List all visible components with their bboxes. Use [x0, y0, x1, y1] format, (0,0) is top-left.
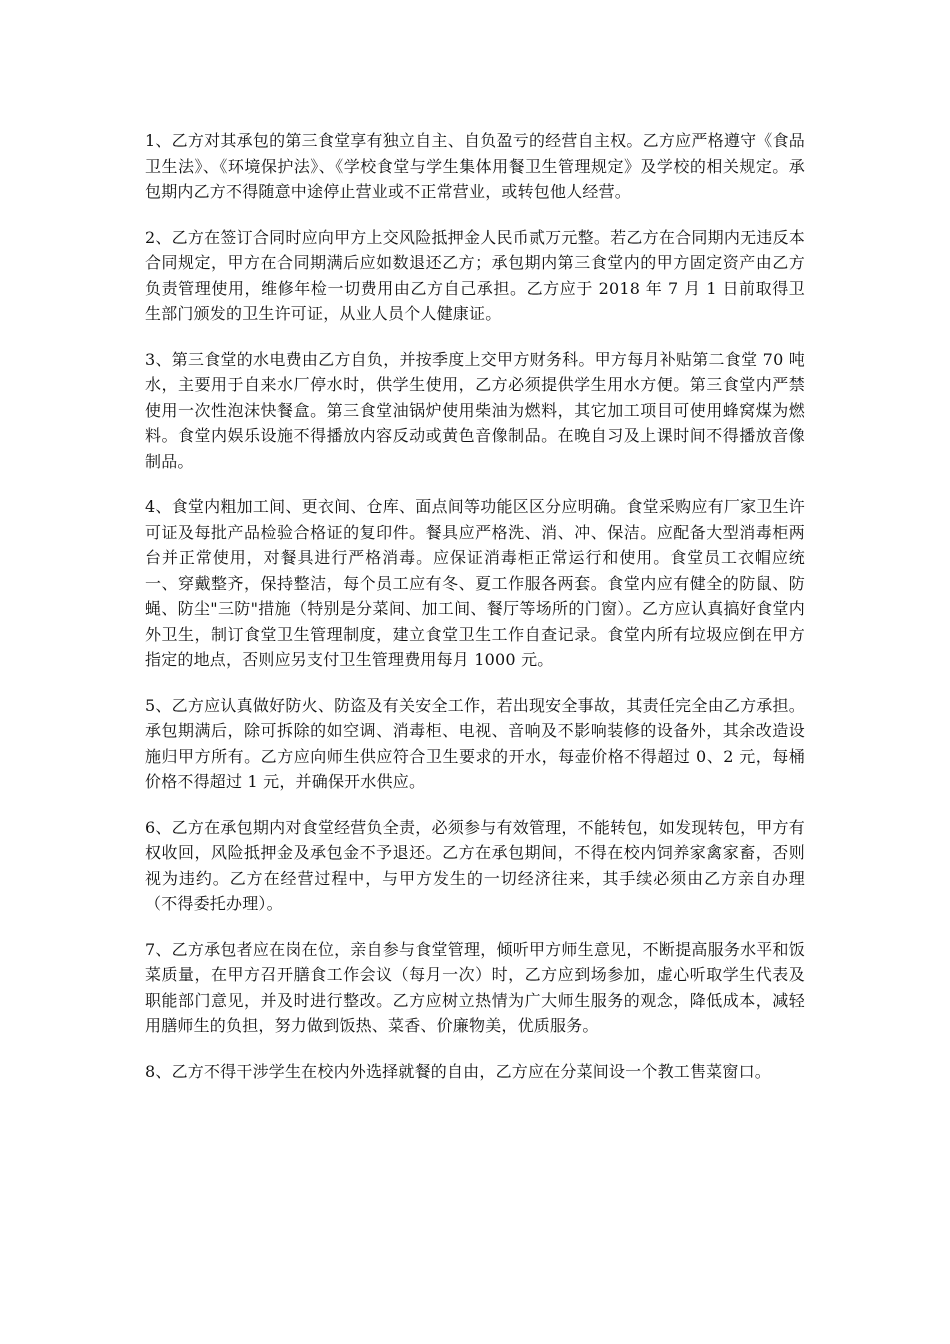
document-body	[145, 128, 805, 1104]
clause-5: 5、乙方应认真做好防火、防盗及有关安全工作，若出现安全事故，其责任完全由乙方承担。承包期满后，除可拆除的如空调、消毒柜、电视、音响及不影响装修的设备外，其余改造设施归甲方所有。乙方应向师生供应符合卫生要求的开水，每壶价格不得超过 0、2 元，每桶价格不得超过 1 元，并确保开水供应。	[145, 695, 805, 791]
clause-1: 1、乙方对其承包的第三食堂享有独立自主、自负盈亏的经营自主权。乙方应严格遵守《食品卫生法》、《环境保护法》、《学校食堂与学生集体用餐卫生管理规定》及学校的相关规定。承包期内乙方不得随意中途停止营业或不正常营业，或转包他人经营。	[145, 131, 805, 201]
clause-6: 6、乙方在承包期内对食堂经营负全责，必须参与有效管理，不能转包，如发现转包，甲方有权收回，风险抵押金及承包金不予退还。乙方在承包期间，不得在校内饲养家禽家畜，否则视为违约。乙方在经营过程中，与甲方发生的一切经济往来，其手续必须由乙方亲自办理（不得委托办理）。	[145, 817, 805, 913]
clause-8: 8、乙方不得干涉学生在校内外选择就餐的自由，乙方应在分菜间设一个教工售菜窗口。	[145, 1061, 771, 1081]
clause-2: 2、乙方在签订合同时应向甲方上交风险抵押金人民币贰万元整。若乙方在合同期内无违反本合同规定，甲方在合同期满后应如数退还乙方；承包期内第三食堂内的甲方固定资产由乙方负责管理使用，维修年检一切费用由乙方自己承担。乙方应于 2018 年 7 月 1 日前取得卫生部门颁发的卫生许可证，从业人员个人健康证。	[145, 227, 805, 323]
clause-4: 4、食堂内粗加工间、更衣间、仓库、面点间等功能区区分应明确。食堂采购应有厂家卫生许可证及每批产品检验合格证的复印件。餐具应严格洗、消、冲、保洁。应配备大型消毒柜两台并正常使用，对餐具进行严格消毒。应保证消毒柜正常运行和使用。食堂员工衣帽应统一、穿戴整齐，保持整洁，每个员工应有冬、夏工作服各两套。食堂内应有健全的防鼠、防蝇、防尘"三防"措施（特别是分菜间、加工间、餐厅等场所的门窗）。乙方应认真搞好食堂内外卫生，制订食堂卫生管理制度，建立食堂卫生工作自查记录。食堂内所有垃圾应倒在甲方指定的地点，否则应另支付卫生管理费用每月 1000 元。	[145, 497, 805, 669]
clause-3: 3、第三食堂的水电费由乙方自负，并按季度上交甲方财务科。甲方每月补贴第二食堂 70 吨水，主要用于自来水厂停水时，供学生使用，乙方必须提供学生用水方便。第三食堂内严禁使用一次性泡沫快餐盒。第三食堂油锅炉使用柴油为燃料，其它加工项目可使用蜂窝煤为燃料。食堂内娱乐设施不得播放内容反动或黄色音像制品。在晚自习及上课时间不得播放音像制品。	[145, 349, 805, 471]
clause-7: 7、乙方承包者应在岗在位，亲自参与食堂管理，倾听甲方师生意见，不断提高服务水平和饭菜质量，在甲方召开膳食工作会议（每月一次）时，乙方应到场参加，虚心听取学生代表及职能部门意见，并及时进行整改。乙方应树立热情为广大师生服务的观念，降低成本，减轻用膳师生的负担，努力做到饭热、菜香、价廉物美，优质服务。	[145, 939, 805, 1035]
